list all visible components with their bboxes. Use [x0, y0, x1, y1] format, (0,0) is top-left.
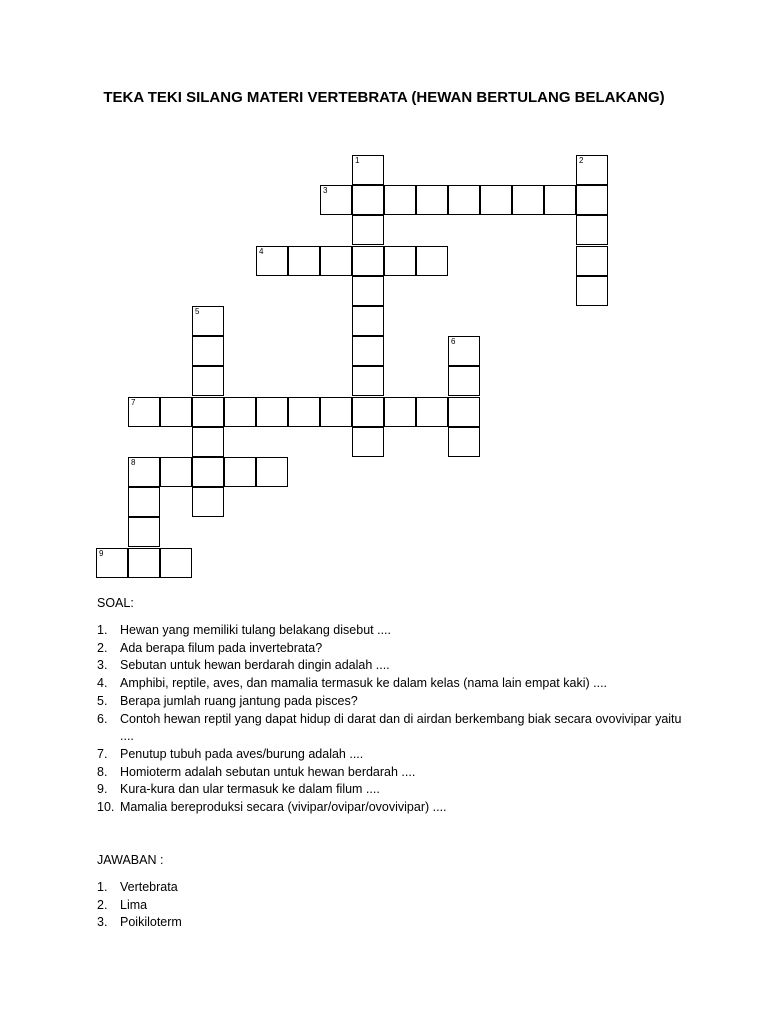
clue-number: 7 — [131, 397, 136, 407]
clue-number: 5 — [195, 307, 200, 316]
crossword-cell[interactable] — [256, 397, 288, 427]
crossword-cell[interactable] — [576, 155, 608, 185]
crossword-cell[interactable] — [128, 457, 160, 487]
crossword-cell[interactable] — [192, 427, 224, 457]
crossword-cell[interactable] — [160, 397, 192, 427]
crossword-cell[interactable] — [320, 397, 352, 427]
question-item: 7. Penutup tubuh pada aves/burung adalah .... — [97, 746, 364, 761]
crossword-cell[interactable] — [448, 427, 480, 457]
crossword-cell[interactable] — [384, 397, 416, 427]
question-item: 5. Berapa jumlah ruang jantung pada pisces? — [97, 693, 358, 708]
crossword-cell[interactable] — [128, 548, 160, 578]
clue-number: 8 — [131, 458, 136, 467]
crossword-cell[interactable] — [192, 487, 224, 517]
question-item: 9. Kura-kura dan ular termasuk ke dalam filum .... — [97, 782, 380, 797]
clue-number: 2 — [579, 156, 584, 165]
crossword-cell[interactable] — [352, 215, 384, 245]
soal-label: SOAL: — [97, 596, 134, 610]
crossword-cell[interactable] — [576, 215, 608, 245]
crossword-cell[interactable] — [128, 487, 160, 517]
crossword-cell[interactable] — [352, 306, 384, 336]
clue-number: 9 — [99, 548, 104, 558]
crossword-cell[interactable] — [352, 185, 384, 215]
question-item: 10. Mamalia bereproduksi secara (vivipar/ovipar/ovovivipar) .... — [97, 800, 447, 815]
jawaban-label: JAWABAN : — [97, 853, 164, 867]
crossword-cell[interactable] — [160, 548, 192, 578]
clue-number: 3 — [323, 186, 328, 196]
crossword-cell[interactable] — [352, 276, 384, 306]
question-item: 1. Hewan yang memiliki tulang belakang disebut .... — [97, 623, 391, 637]
crossword-cell[interactable] — [384, 185, 416, 215]
crossword-cell[interactable] — [576, 246, 608, 276]
crossword-cell[interactable] — [320, 246, 352, 276]
crossword-cell[interactable] — [352, 397, 384, 427]
crossword-cell[interactable] — [160, 457, 192, 487]
crossword-cell[interactable] — [224, 457, 256, 487]
crossword-cell[interactable] — [448, 397, 480, 427]
crossword-cell[interactable] — [192, 366, 224, 396]
crossword-cell[interactable] — [96, 548, 128, 578]
question-item: 8. Homioterm adalah sebutan untuk hewan berdarah .... — [97, 764, 416, 779]
crossword-cell[interactable] — [352, 336, 384, 366]
crossword-cell[interactable] — [352, 246, 384, 276]
crossword-cell[interactable] — [416, 246, 448, 276]
answer-item: 2. Lima — [97, 897, 148, 912]
crossword-cell[interactable] — [384, 246, 416, 276]
crossword-cell[interactable] — [256, 457, 288, 487]
question-item: 6. Contoh hewan reptil yang dapat hidup di darat dan di airdan berkembang biak secara ovovivipar yaitu .... — [97, 711, 682, 744]
crossword-cell[interactable] — [320, 185, 352, 215]
answer-item: 1. Vertebrata — [97, 880, 178, 894]
crossword-cell[interactable] — [192, 336, 224, 366]
answer-item: 3. Poikiloterm — [97, 915, 182, 930]
question-item: 4. Amphibi, reptile, aves, dan mamalia termasuk ke dalam kelas (nama lain empat kaki) .... — [97, 676, 608, 691]
crossword-cell[interactable] — [416, 397, 448, 427]
clue-number: 6 — [451, 337, 456, 347]
crossword-cell[interactable] — [544, 185, 576, 215]
clue-number: 1 — [355, 156, 360, 165]
crossword-cell[interactable] — [256, 246, 288, 276]
crossword-cell[interactable] — [576, 185, 608, 215]
crossword-cell[interactable] — [448, 366, 480, 396]
question-item: 2. Ada berapa filum pada invertebrata? — [97, 640, 323, 655]
clue-number: 4 — [259, 246, 264, 256]
crossword-cell[interactable] — [480, 185, 512, 215]
crossword-cell[interactable] — [192, 306, 224, 336]
crossword-cell[interactable] — [192, 397, 224, 427]
crossword-cell[interactable] — [128, 517, 160, 547]
crossword-cell[interactable] — [128, 397, 160, 427]
crossword-cell[interactable] — [192, 457, 224, 487]
crossword-cell[interactable] — [448, 185, 480, 215]
crossword-cell[interactable] — [224, 397, 256, 427]
answer-list — [97, 879, 695, 932]
crossword-cell[interactable] — [512, 185, 544, 215]
crossword-cell[interactable] — [288, 397, 320, 427]
crossword-cell[interactable] — [576, 276, 608, 306]
question-item: 3. Sebutan untuk hewan berdarah dingin adalah .... — [97, 658, 390, 673]
crossword-cell[interactable] — [352, 155, 384, 185]
crossword-cell[interactable] — [448, 336, 480, 366]
crossword-cell[interactable] — [352, 427, 384, 457]
crossword-cell[interactable] — [352, 366, 384, 396]
crossword-cell[interactable] — [416, 185, 448, 215]
crossword-cell[interactable] — [288, 246, 320, 276]
page-title: TEKA TEKI SILANG MATERI VERTEBRATA (HEWAN BERTULANG BELAKANG) — [103, 89, 665, 106]
question-list — [97, 622, 695, 817]
